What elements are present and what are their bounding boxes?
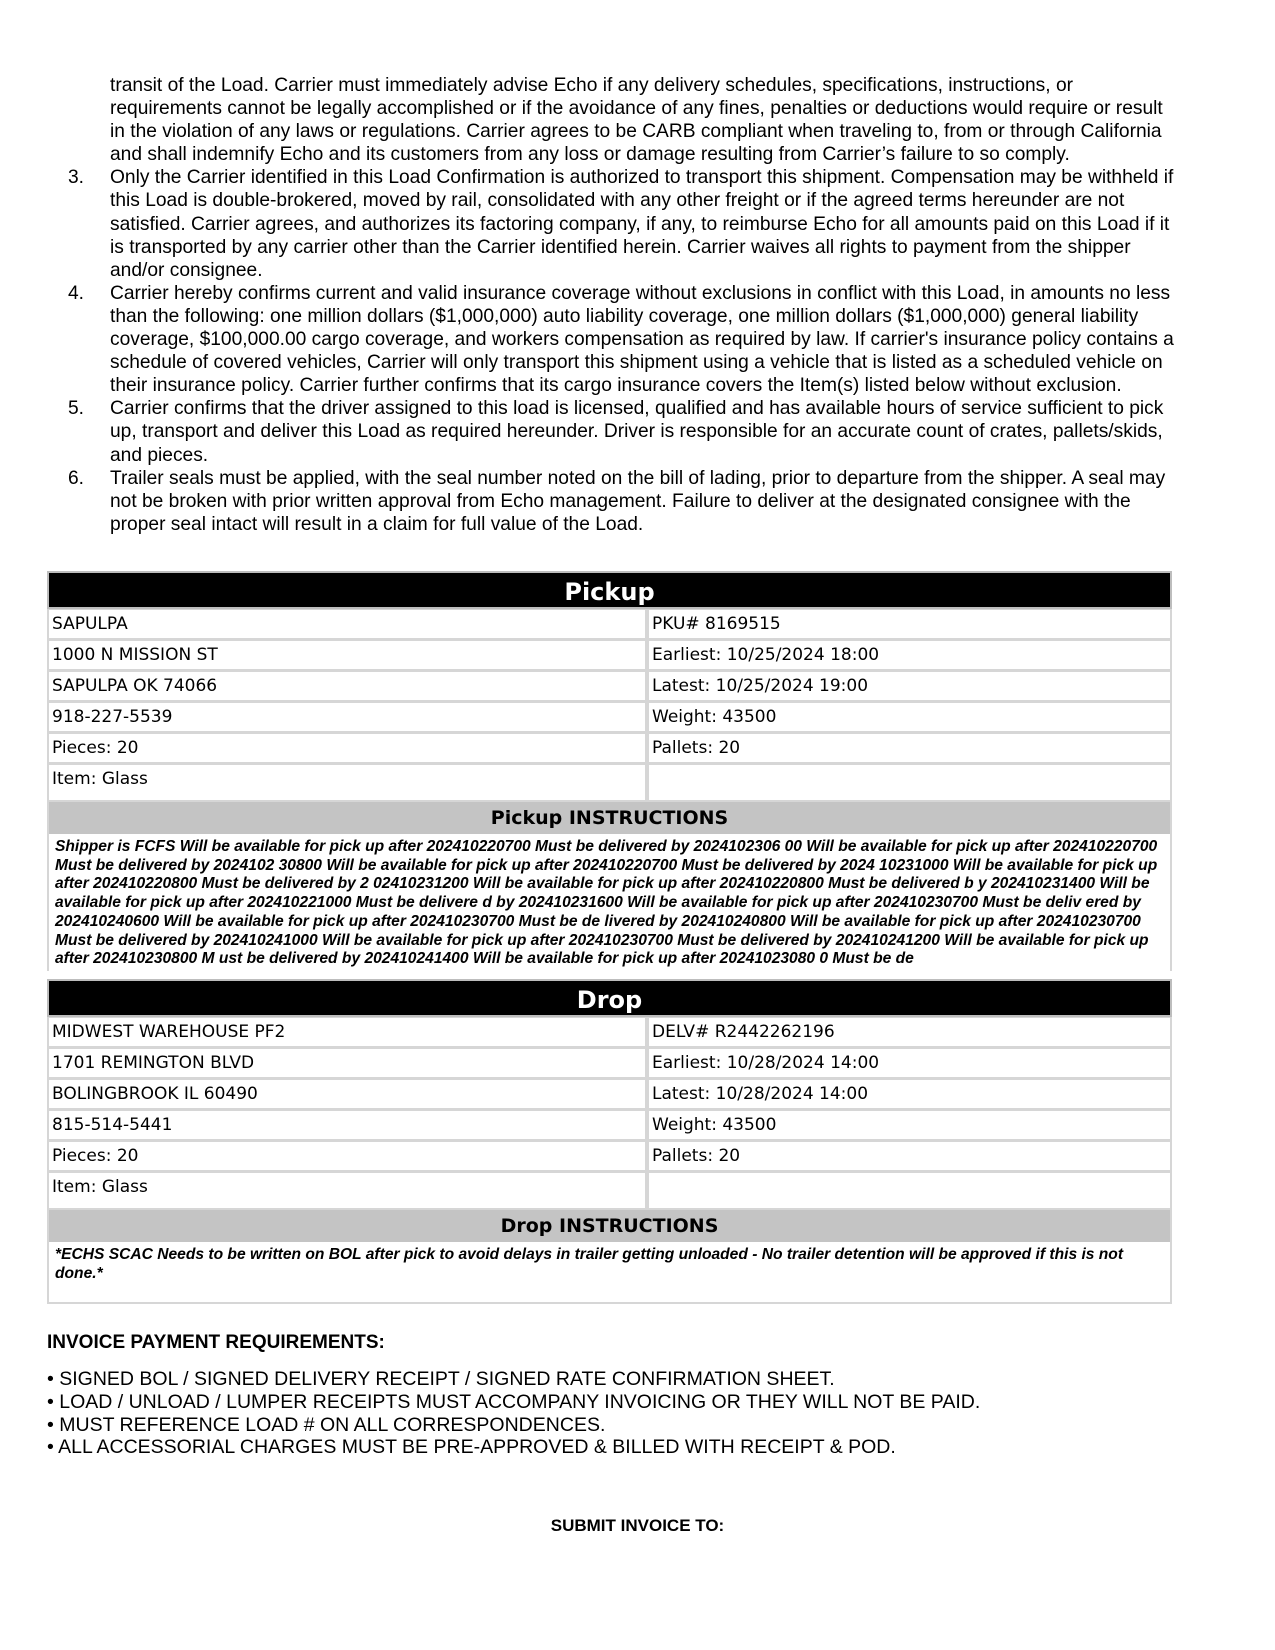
drop-phone: 815-514-5441	[47, 1110, 647, 1141]
table-row	[47, 1079, 1172, 1110]
invoice-requirements	[47, 1332, 1172, 1459]
pickup-address: 1000 N MISSION ST	[47, 640, 647, 671]
drop-earliest: Earliest: 10/28/2024 14:00	[647, 1048, 1172, 1079]
table-row	[47, 764, 1172, 802]
term-number: 5.	[68, 398, 85, 420]
pickup-empty-cell	[647, 764, 1172, 802]
pickup-name: SAPULPA	[47, 609, 647, 640]
pickup-instructions-header: Pickup INSTRUCTIONS	[47, 802, 1172, 834]
drop-section	[47, 979, 1172, 1304]
term-number: 6.	[68, 467, 85, 489]
term-number: 3.	[68, 167, 85, 189]
pickup-pieces: Pieces: 20	[47, 733, 647, 764]
list-item: • SIGNED BOL / SIGNED DELIVERY RECEIPT / SIGNED RATE CONFIRMATION SHEET.	[47, 1368, 835, 1390]
invoice-list	[47, 1368, 1172, 1459]
pickup-earliest: Earliest: 10/25/2024 18:00	[647, 640, 1172, 671]
pickup-section	[47, 571, 1172, 971]
pickup-instructions-text: Shipper is FCFS Will be available for pick up after 202410220700 Must be delivered by 2024102306 00 Will be available for pick up after 202410220700 Must be delivered by 2024102 30800 Will be available for pick up after 202410220700 Must be delivered by 2024 10231000 Will be available for pick up after 202410220800 Must be delivered by 2 02410231200 Will be available for pick up after 202410220800 Must be delivered b y 202410231400 Will be available for pick up after 202410221000 Must be delivere d by 202410231600 Will be available for pick up after 202410230700 Must be deliv ered by 202410240600 Will be available for pick up after 202410230700 Must be de livered by 202410240800 Will be available for pick up after 202410230700 Must be delivered by 202410241000 Will be available for pick up after 202410230700 Must be delivered by 202410241200 Will be available for pick up after 202410230800 M ust be delivered by 202410241400 Will be available for pick up after 20241023080 0 Must be de	[47, 834, 1172, 971]
list-item: • LOAD / UNLOAD / LUMPER RECEIPTS MUST ACCOMPANY INVOICING OR THEY WILL NOT BE PAID.	[47, 1390, 981, 1413]
term-text: Carrier confirms that the driver assigned to this load is licensed, qualified and has available hours of service sufficient to pick up, transport and deliver this Load as required hereunder. Driver is responsible for an accurate count of crates, pallets/skids, and pieces.	[110, 398, 1164, 466]
drop-header: Drop	[47, 979, 1172, 1017]
term-continuation: transit of the Load. Carrier must immediately advise Echo if any delivery schedules, specifications, instructions, or requirements cannot be legally accomplished or if the avoidance of any fines, penalties or deductions would require or result in the violation of any laws or regulations. Carrier agrees to be CARB compliant when traveling to, from or through California and shall indemnify Echo and its customers from any loss or damage resulting from Carrier’s failure to so comply.	[110, 75, 1163, 166]
pickup-phone: 918-227-5539	[47, 702, 647, 733]
term-item	[0, 397, 1275, 466]
term-item	[0, 166, 1275, 281]
pickup-city: SAPULPA OK 74066	[47, 671, 647, 702]
drop-pallets: Pallets: 20	[647, 1141, 1172, 1172]
drop-item: Item: Glass	[47, 1172, 647, 1210]
term-text: Trailer seals must be applied, with the seal number noted on the bill of lading, prior to departure from the shipper. A seal may not be broken with prior written approval from Echo management. Failure to deliver at the designated consignee with the proper seal intact will result in a claim for full value of the Load.	[110, 467, 1166, 535]
drop-weight: Weight: 43500	[647, 1110, 1172, 1141]
list-item: • ALL ACCESSORIAL CHARGES MUST BE PRE-APPROVED & BILLED WITH RECEIPT & POD.	[47, 1436, 896, 1459]
term-text: Carrier hereby confirms current and valid insurance coverage without exclusions in conflict with this Load, in amounts no less than the following: one million dollars ($1,000,000) auto liability coverage, one million dollars ($1,000,000) general liability coverage, $100,000.00 cargo coverage, and workers compensation as required by law. If carrier's insurance policy contains a schedule of covered vehicles, Carrier will only transport this shipment using a vehicle that is listed as a scheduled vehicle on their insurance policy. Carrier further confirms that its cargo insurance covers the Item(s) listed below without exclusion.	[110, 282, 1174, 397]
drop-instructions-text: *ECHS SCAC Needs to be written on BOL after pick to avoid delays in trailer getting unloaded - No trailer detention will be approved if this is not done.*	[47, 1242, 1172, 1304]
invoice-title: INVOICE PAYMENT REQUIREMENTS:	[47, 1332, 385, 1353]
table-row	[47, 640, 1172, 671]
terms-list	[0, 74, 1275, 536]
drop-name: MIDWEST WAREHOUSE PF2	[47, 1017, 647, 1048]
table-row	[47, 671, 1172, 702]
table-row	[47, 702, 1172, 733]
drop-city: BOLINGBROOK IL 60490	[47, 1079, 647, 1110]
term-text: Only the Carrier identified in this Load Confirmation is authorized to transport this shipment. Compensation may be withheld if this Load is double-brokered, moved by rail, consolidated with any other freight or if the agreed terms hereunder are not satisfied. Carrier agrees, and authorizes its factoring company, if any, to reimburse Echo for all amounts paid on this Load if it is transported by any carrier other than the Carrier identified herein. Carrier waives all rights to payment from the shipper and/or consignee.	[110, 167, 1174, 281]
table-row	[47, 1017, 1172, 1048]
table-row	[47, 1141, 1172, 1172]
table-row	[47, 1172, 1172, 1210]
drop-ref: DELV# R2442262196	[647, 1017, 1172, 1048]
pickup-latest: Latest: 10/25/2024 19:00	[647, 671, 1172, 702]
pickup-header: Pickup	[47, 571, 1172, 609]
term-number: 4.	[68, 282, 85, 304]
drop-pieces: Pieces: 20	[47, 1141, 647, 1172]
list-item: • MUST REFERENCE LOAD # ON ALL CORRESPONDENCES.	[47, 1413, 606, 1436]
pickup-item: Item: Glass	[47, 764, 647, 802]
term-item	[0, 282, 1275, 397]
term-item	[0, 467, 1275, 536]
pickup-ref: PKU# 8169515	[647, 609, 1172, 640]
table-row	[47, 733, 1172, 764]
pickup-pallets: Pallets: 20	[647, 733, 1172, 764]
drop-address: 1701 REMINGTON BLVD	[47, 1048, 647, 1079]
drop-latest: Latest: 10/28/2024 14:00	[647, 1079, 1172, 1110]
table-row	[47, 609, 1172, 640]
drop-instructions-header: Drop INSTRUCTIONS	[47, 1210, 1172, 1242]
submit-invoice-label: SUBMIT INVOICE TO:	[550, 1516, 725, 1535]
table-row	[47, 1110, 1172, 1141]
pickup-weight: Weight: 43500	[647, 702, 1172, 733]
table-row	[47, 1048, 1172, 1079]
drop-empty-cell	[647, 1172, 1172, 1210]
